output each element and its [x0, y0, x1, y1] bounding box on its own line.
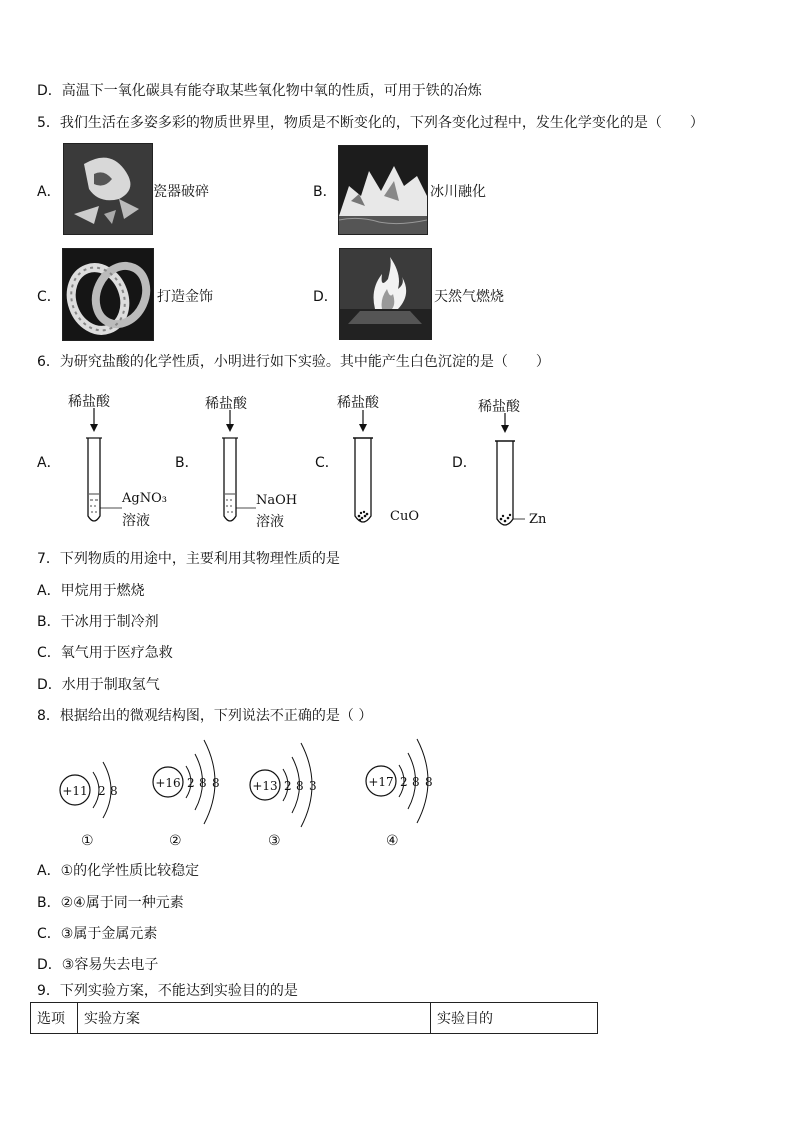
- q6-option-d-reagent: 稀盐酸: [478, 399, 520, 415]
- atom-4-shell-3: 8: [425, 775, 433, 789]
- q6-option-a-label2: 溶液: [122, 513, 150, 529]
- atom-structure-1-icon: [55, 748, 165, 838]
- atom-2-shell-2: 8: [199, 776, 207, 790]
- atom-2-marker: ②: [169, 833, 182, 849]
- atom-4-shell-1: 2: [400, 775, 408, 789]
- atom-1-shell-1: 2: [98, 784, 106, 798]
- atom-4-nucleus: +17: [368, 775, 394, 789]
- q4-option-d: D．高温下一氧化碳具有能夺取某些氧化物中氧的性质，可用于铁的冶炼: [37, 83, 482, 99]
- q6-option-c-reagent: 稀盐酸: [337, 395, 379, 411]
- q6-option-a-reagent: 稀盐酸: [68, 394, 110, 410]
- header-option: 选项: [31, 1003, 78, 1034]
- q6-option-b-label2: 溶液: [256, 514, 284, 530]
- q8-stem: 8．根据给出的微观结构图，下列说法不正确的是（ ）: [37, 708, 373, 724]
- q6-option-b-letter: B．: [175, 455, 199, 471]
- q6-option-d-label1: Zn: [529, 512, 547, 527]
- atom-3-marker: ③: [268, 833, 281, 849]
- q6-option-a-label1: AgNO₃: [122, 491, 167, 506]
- atom-2-nucleus: +16: [155, 776, 181, 790]
- atom-3-shell-2: 8: [296, 779, 304, 793]
- q6-option-c-letter: C．: [315, 455, 339, 471]
- q5-option-c-letter: C．: [37, 289, 61, 305]
- test-tube-a-icon: [78, 408, 128, 528]
- q7-option-d: D．水用于制取氢气: [37, 677, 160, 693]
- header-plan: 实验方案: [78, 1003, 431, 1034]
- q9-table: [30, 1002, 598, 1034]
- q6-option-a-letter: A．: [37, 455, 61, 471]
- atom-1-nucleus: +11: [62, 784, 88, 798]
- q5-option-a-letter: A．: [37, 184, 61, 200]
- q5-option-b-letter: B．: [313, 184, 337, 200]
- atom-structure-3-icon: [247, 735, 357, 835]
- gas-stove-flame-image: [339, 248, 432, 340]
- q5-option-d-letter: D．: [313, 289, 338, 305]
- header-goal: 实验目的: [431, 1003, 598, 1034]
- atom-1-marker: ①: [81, 833, 94, 849]
- atom-1-shell-2: 8: [110, 784, 118, 798]
- q6-stem: 6．为研究盐酸的化学性质，小明进行如下实验。其中能产生白色沉淀的是（ ）: [37, 354, 550, 370]
- atom-4-shell-2: 8: [412, 775, 420, 789]
- q7-stem: 7．下列物质的用途中，主要利用其物理性质的是: [37, 551, 340, 567]
- atom-structure-2-icon: [150, 732, 260, 832]
- q8-option-a: A．①的化学性质比较稳定: [37, 863, 200, 879]
- atom-2-shell-3: 8: [212, 776, 220, 790]
- broken-porcelain-image: [63, 143, 153, 235]
- glacier-melting-image: [338, 145, 428, 235]
- gold-rings-image: [62, 248, 154, 341]
- q7-option-a: A．甲烷用于燃烧: [37, 583, 145, 599]
- q6-option-b-label1: NaOH: [256, 493, 298, 508]
- q5-option-c-caption: 打造金饰: [157, 289, 213, 305]
- q8-option-c: C．③属于金属元素: [37, 926, 158, 942]
- q6-option-b-reagent: 稀盐酸: [205, 396, 247, 412]
- table-header-row: [31, 1003, 598, 1034]
- q5-option-a-caption: 瓷器破碎: [153, 184, 209, 200]
- atom-4-marker: ④: [386, 833, 399, 849]
- q5-stem: 5．我们生活在多姿多彩的物质世界里，物质是不断变化的，下列各变化过程中，发生化学变化的是（ ）: [37, 115, 704, 131]
- q6-option-c-label1: CuO: [390, 509, 419, 524]
- atom-structure-4-icon: [363, 731, 473, 831]
- q8-option-b: B．②④属于同一种元素: [37, 895, 184, 911]
- q9-stem: 9．下列实验方案，不能达到实验目的的是: [37, 983, 298, 999]
- atom-3-shell-3: 3: [309, 779, 317, 793]
- atom-3-shell-1: 2: [284, 779, 292, 793]
- atom-2-shell-1: 2: [187, 776, 195, 790]
- atom-3-nucleus: +13: [252, 779, 278, 793]
- q8-option-d: D．③容易失去电子: [37, 957, 159, 973]
- q5-option-d-caption: 天然气燃烧: [434, 289, 504, 305]
- q5-option-b-caption: 冰川融化: [430, 184, 486, 200]
- q7-option-b: B．干冰用于制冷剂: [37, 614, 159, 630]
- q6-option-d-letter: D．: [452, 455, 477, 471]
- q7-option-c: C．氧气用于医疗急救: [37, 645, 173, 661]
